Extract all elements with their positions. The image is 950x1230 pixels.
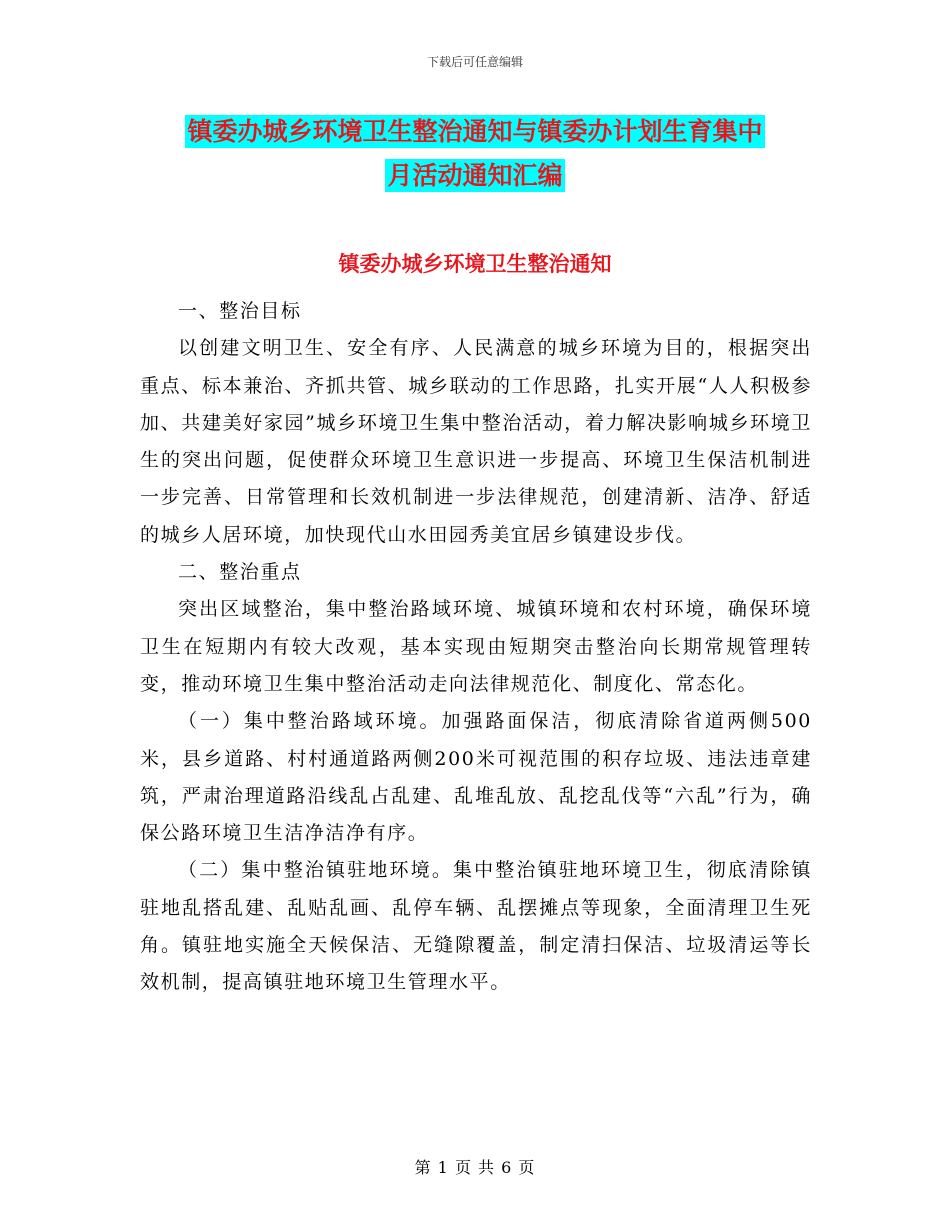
heading-focus: 二、整治重点 xyxy=(178,561,302,584)
section-title: 镇委办城乡环境卫生整治通知 xyxy=(338,251,612,276)
heading-goal: 一、整治目标 xyxy=(178,300,302,322)
page-number: 第 1 页 共 6 页 xyxy=(414,1158,536,1177)
paragraph-focus: 突出区域整治，集中整治路域环境、城镇环境和农村环境，确保环境卫生在短期内有较大改观，基本实现由短期突击整治向长期常规管理转变，推动环境卫生集中整治活动走向法律规范化、制度化、常态化。 xyxy=(140,598,812,695)
document-title-line2: 月活动通知汇编 xyxy=(387,161,563,190)
document-title-line1: 镇委办城乡环境卫生整治通知与镇委办计划生育集中 xyxy=(187,117,763,146)
document-body xyxy=(140,293,812,1002)
paragraph-town-environment: （二）集中整治镇驻地环境。集中整治镇驻地环境卫生，彻底清除镇驻地乱搭乱建、乱贴乱画、乱停车辆、乱摆摊点等现象，全面清理卫生死角。镇驻地实施全天候保洁、无缝隙覆盖，制定清扫保洁、垃圾清运等长效机制，提高镇驻地环境卫生管理水平。 xyxy=(140,859,812,994)
paragraph-goal: 以创建文明卫生、安全有序、人民满意的城乡环境为目的，根据突出重点、标本兼治、齐抓共管、城乡联动的工作思路，扎实开展“人人积极参加、共建美好家园”城乡环境卫生集中整治活动，着力解决影响城乡环境卫生的突出问题，促使群众环境卫生意识进一步提高、环境卫生保洁机制进一步完善、日常管理和长效机制进一步法律规范，创建清新、洁净、舒适的城乡人居环境，加快现代山水田园秀美宜居乡镇建设步伐。 xyxy=(140,337,812,546)
paragraph-road-environment: （一）集中整治路域环境。加强路面保洁，彻底清除省道两侧500米，县乡道路、村村通道路两侧200米可视范围的积存垃圾、违法违章建筑，严肃治理道路沿线乱占乱建、乱堆乱放、乱挖乱伐等“六乱”行为，确保公路环境卫生洁净洁净有序。 xyxy=(140,710,812,845)
page-header-note: 下载后可任意编辑 xyxy=(426,55,523,69)
document-title xyxy=(140,110,810,198)
